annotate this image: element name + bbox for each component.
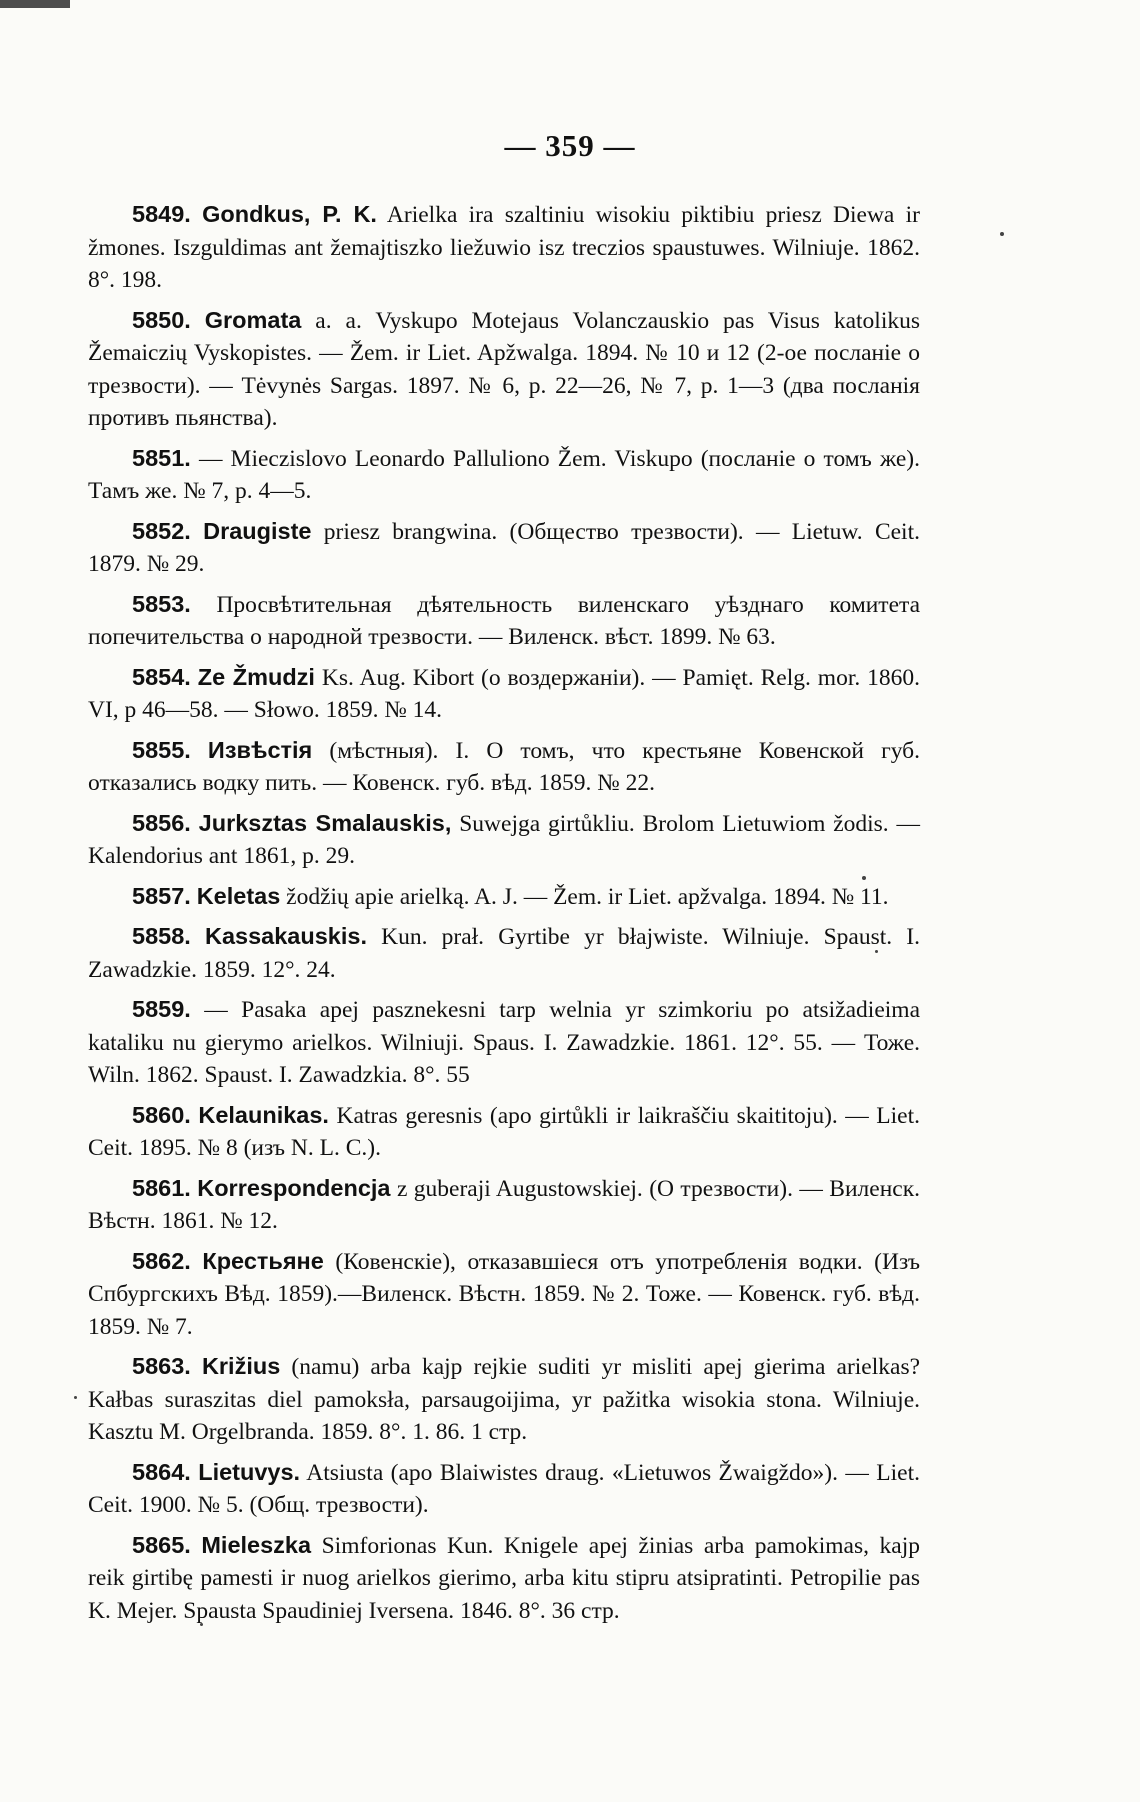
bibliography-entry xyxy=(88,1099,920,1165)
entry-heading: Jurksztas Smalauskis, xyxy=(198,809,452,836)
entry-text: Simforionas Kun. Knigele apej žinias arba pamokimas, kajp reik girtibę pamesti ir nuog arielkos gierimo, arba kitu stipru atsipratinti. Petropilie pas K. Mejer. Spausta Spaudiniej Iversena. 1846. 8°. 36 стр. xyxy=(88,1532,920,1624)
entry-heading: Gromata xyxy=(204,306,302,333)
scan-edge-mark xyxy=(0,0,70,8)
bibliography-entry xyxy=(88,1456,920,1522)
bibliography-entry xyxy=(88,198,920,297)
bibliography-entry xyxy=(88,920,920,986)
entry-heading: Mieleszka xyxy=(201,1531,312,1558)
bibliography-entry xyxy=(88,515,920,581)
bibliography-entry xyxy=(88,304,920,435)
entry-text: — Mieczislovo Leonardo Palluliono Žem. Viskupo (посланіе о томъ же). Тамъ же. № 7, p. 4—5. xyxy=(88,445,921,504)
entry-text: Ks. Aug. Kibort (о воздержаніи). — Pamięt. Relg. mor. 1860. VI, p 46—58. — Słowo. 1859. № 14. xyxy=(88,664,921,723)
bibliography-entry xyxy=(88,1350,920,1449)
entry-number: 5858. xyxy=(132,923,191,949)
entry-number: 5863. xyxy=(132,1353,191,1379)
entry-text: Kun. prał. Gyrtibe yr błajwiste. Wilniuje. Spaust. I. Zawadzkie. 1859. 12°. 24. xyxy=(88,924,921,983)
entry-heading: Draugiste xyxy=(203,517,312,544)
entry-number: 5856. xyxy=(132,809,191,836)
entry-number: 5860. xyxy=(132,1101,191,1128)
bibliography-entry xyxy=(88,661,920,727)
entry-heading: Ze Žmudzi xyxy=(197,663,315,690)
entry-text: a. a. Vyskupo Motejaus Volanczauskio pas Visus katolikus Žemaiczių Vyskopistes. — Žem. ir Liet. Apžwalga. 1894. № 10 и 12 (2-ое посланіе о трезвости). — Tėvynės Sargas. 1897. № 6, p. 22—26, № 7, p. 1—3 (два посланія противъ пьянства). xyxy=(88,307,921,431)
bibliography-entry xyxy=(88,588,920,654)
entry-number: 5865. xyxy=(132,1531,191,1558)
entry-text: Arielka ira szaltiniu wisokiu piktibiu priesz Diewa ir žmones. Iszguldimas ant žemajtiszko liežuwio isz treczios spaustuwes. Wilniuje. 1862. 8°. 198. xyxy=(88,202,920,293)
entry-heading: Kassakauskis. xyxy=(204,923,367,949)
bibliography-entry xyxy=(88,993,920,1092)
entry-text: Suwejga girtůkliu. Brolom Lietuwiom žodis. — Kalendorius ant 1861, p. 29. xyxy=(88,810,921,869)
entry-heading: Kelaunikas. xyxy=(198,1101,329,1128)
bibliography-entry xyxy=(88,1529,920,1628)
entry-number: 5855. xyxy=(132,736,191,763)
scan-speck xyxy=(1000,232,1004,236)
entry-number: 5857. xyxy=(132,882,191,909)
entry-text: Atsiusta (apo Blaiwistes draug. «Lietuwos Žwaigždo»). — Liet. Ceit. 1900. № 5. (Общ. трезвости). xyxy=(88,1459,920,1518)
bibliography-entry xyxy=(88,807,920,873)
entry-text: — Pasaka apej pasznekesni tarp welnia yr szimkoriu po atsižadieima kataliku nu gierymo arielkos. Wilniuji. Spaus. I. Zawadzkie. 1861. 12°. 55. — Тоже. Wiln. 1862. Spaust. I. Zawadzkia. 8°. 55 xyxy=(88,997,920,1088)
entry-number: 5861. xyxy=(132,1174,191,1201)
entry-heading: Križius xyxy=(201,1353,281,1379)
scan-speck xyxy=(862,876,866,880)
entry-heading: Gondkus, P. K. xyxy=(202,201,377,227)
entry-heading: Korrespondencja xyxy=(197,1174,391,1201)
bibliography-entry xyxy=(88,880,920,914)
entry-text: (namu) arba kajp rejkie suditi yr misliti apej gierima arielkas? Kałbas suraszitas diel pamoksła, parsaugoijima, yr pažitka wisokia stona. Wilniuje. Kasztu M. Orgelbranda. 1859. 8°. 1. 86. 1 стр. xyxy=(88,1354,921,1445)
entry-number: 5850. xyxy=(132,306,191,333)
bibliography-list xyxy=(88,198,920,1634)
entry-text: (Ковенскіе), отказавшіеся отъ употребленія водки. (Изъ Спбургскихъ Вѣд. 1859).—Виленск. Вѣстн. 1859. № 2. Тоже. — Ковенск. губ. вѣд. 1859. № 7. xyxy=(88,1248,921,1340)
entry-number: 5862. xyxy=(132,1247,191,1274)
entry-text: z guberaji Augustowskiej. (О трезвости). — Виленск. Вѣстн. 1861. № 12. xyxy=(88,1175,921,1234)
entry-number: 5852. xyxy=(132,517,191,544)
page-number: — 359 — xyxy=(504,128,636,163)
entry-number: 5851. xyxy=(132,444,191,471)
entry-heading: Крестьяне xyxy=(202,1247,324,1274)
entry-heading: Lietuvys. xyxy=(198,1458,301,1485)
entry-text: (мѣстныя). I. О томъ, что крестьяне Ковенской губ. отказались водку пить. — Ковенск. губ. вѣд. 1859. № 22. xyxy=(88,737,921,796)
entry-heading: Keletas xyxy=(196,882,281,909)
scan-speck xyxy=(200,1623,203,1626)
entry-heading: Извѣстія xyxy=(207,736,313,763)
entry-text: Просвѣтительная дѣятельность виленскаго уѣзднаго комитета попечительства о народной трезвости. — Виленск. вѣст. 1899. № 63. xyxy=(88,591,920,650)
scan-speck xyxy=(875,950,878,953)
bibliography-entry xyxy=(88,1245,920,1344)
bibliography-entry xyxy=(88,1172,920,1238)
bibliography-entry xyxy=(88,734,920,800)
entry-number: 5859. xyxy=(132,996,191,1022)
entry-number: 5849. xyxy=(132,201,191,227)
entry-number: 5854. xyxy=(132,663,191,690)
entry-number: 5853. xyxy=(132,590,191,617)
entry-number: 5864. xyxy=(132,1458,191,1485)
scan-speck xyxy=(74,1396,77,1399)
entry-text: Katras geresnis (apo girtůkli ir laikraščiu skaititoju). — Liet. Ceit. 1895. № 8 (изъ N. L. C.). xyxy=(88,1102,921,1161)
entry-text: priesz brangwina. (Общество трезвости). — Lietuw. Ceit. 1879. № 29. xyxy=(88,518,920,577)
bibliography-entry xyxy=(88,442,920,508)
entry-text: žodžių apie arielką. A. J. — Žem. ir Liet. apžvalga. 1894. № 11. xyxy=(286,883,889,910)
